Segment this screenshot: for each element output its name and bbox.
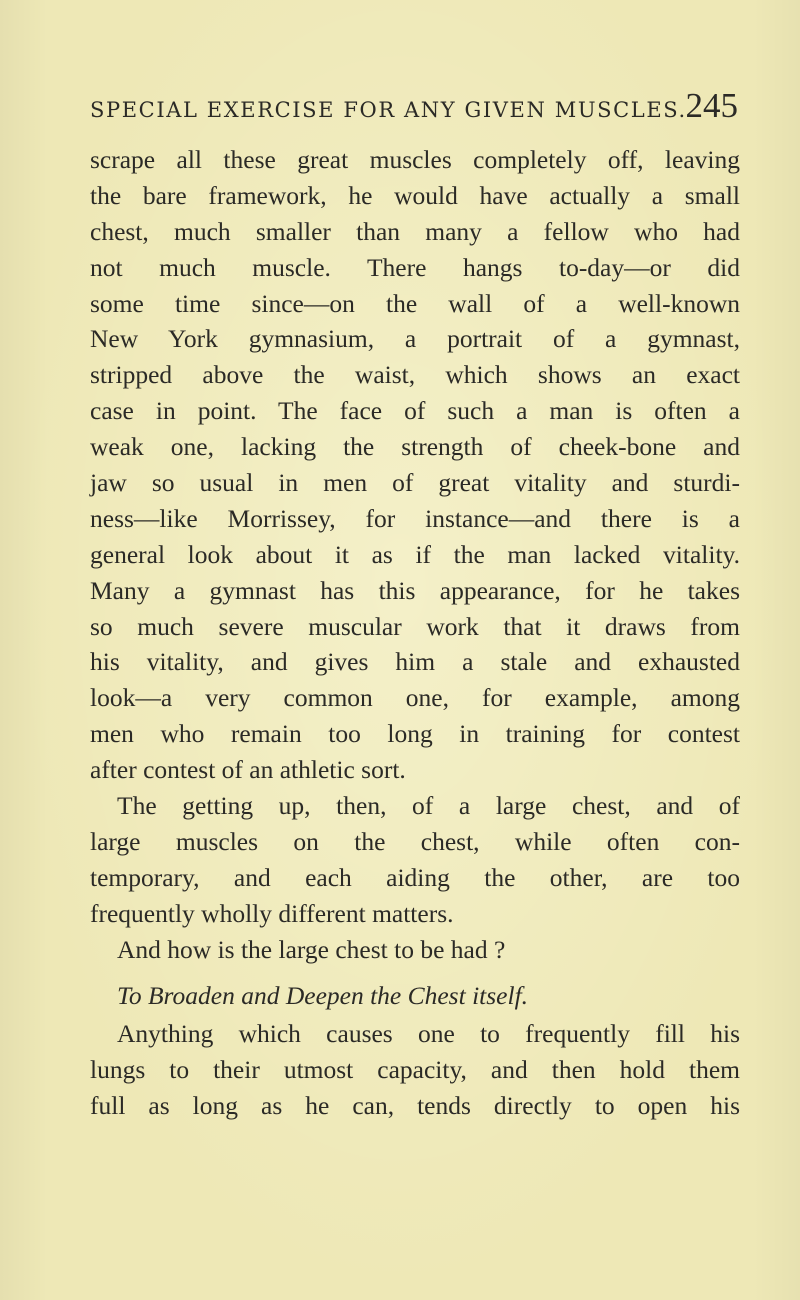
text-line: temporary, and each aiding the other, are too [90,862,740,892]
text-line: the bare framework, he would have actually a small [90,180,740,210]
text-line: not much muscle. There hangs to-day—or did [90,252,740,282]
text-line: Anything which causes one to frequently fill his [117,1019,740,1049]
text-line: some time since—on the wall of a well-known [90,288,740,318]
text-line: New York gymnasium, a portrait of a gymnast, [90,324,740,354]
text-line: And how is the large chest to be had ? [117,934,506,964]
text-line: frequently wholly different matters. [90,898,454,928]
text-line: jaw so usual in men of great vitality and sturdi- [90,468,740,498]
section-heading: To Broaden and Deepen the Chest itself. [117,981,529,1011]
text-line: full as long as he can, tends directly to open his [90,1091,740,1121]
text-line: ness—like Morrissey, for instance—and there is a [90,503,740,533]
text-line: scrape all these great muscles completely off, leaving [90,145,740,174]
text-line: so much severe muscular work that it draws from [90,611,740,641]
running-title: SPECIAL EXERCISE FOR ANY GIVEN MUSCLES. [90,98,687,122]
text-line: stripped above the waist, which shows an exact [90,360,740,390]
text-line: after contest of an athletic sort. [90,755,406,785]
text-line: lungs to their utmost capacity, and then hold them [90,1055,740,1085]
page-number: 245 [685,86,738,125]
text-line: large muscles on the chest, while often con- [90,826,740,856]
text-line: his vitality, and gives him a stale and exhausted [90,647,740,677]
text-line: Many a gymnast has this appearance, for he takes [90,575,740,605]
text-line: chest, much smaller than many a fellow who had [90,216,740,246]
text-line: general look about it as if the man lacked vitality. [90,539,740,569]
text-line: men who remain too long in training for contest [90,719,740,749]
text-line: look—a very common one, for example, among [90,683,740,713]
body-text [90,142,740,1124]
text-line: The getting up, then, of a large chest, and of [117,791,740,821]
text-line: weak one, lacking the strength of cheek-bone and [90,432,740,462]
running-header [90,86,738,132]
text-line: case in point. The face of such a man is often a [90,396,740,426]
